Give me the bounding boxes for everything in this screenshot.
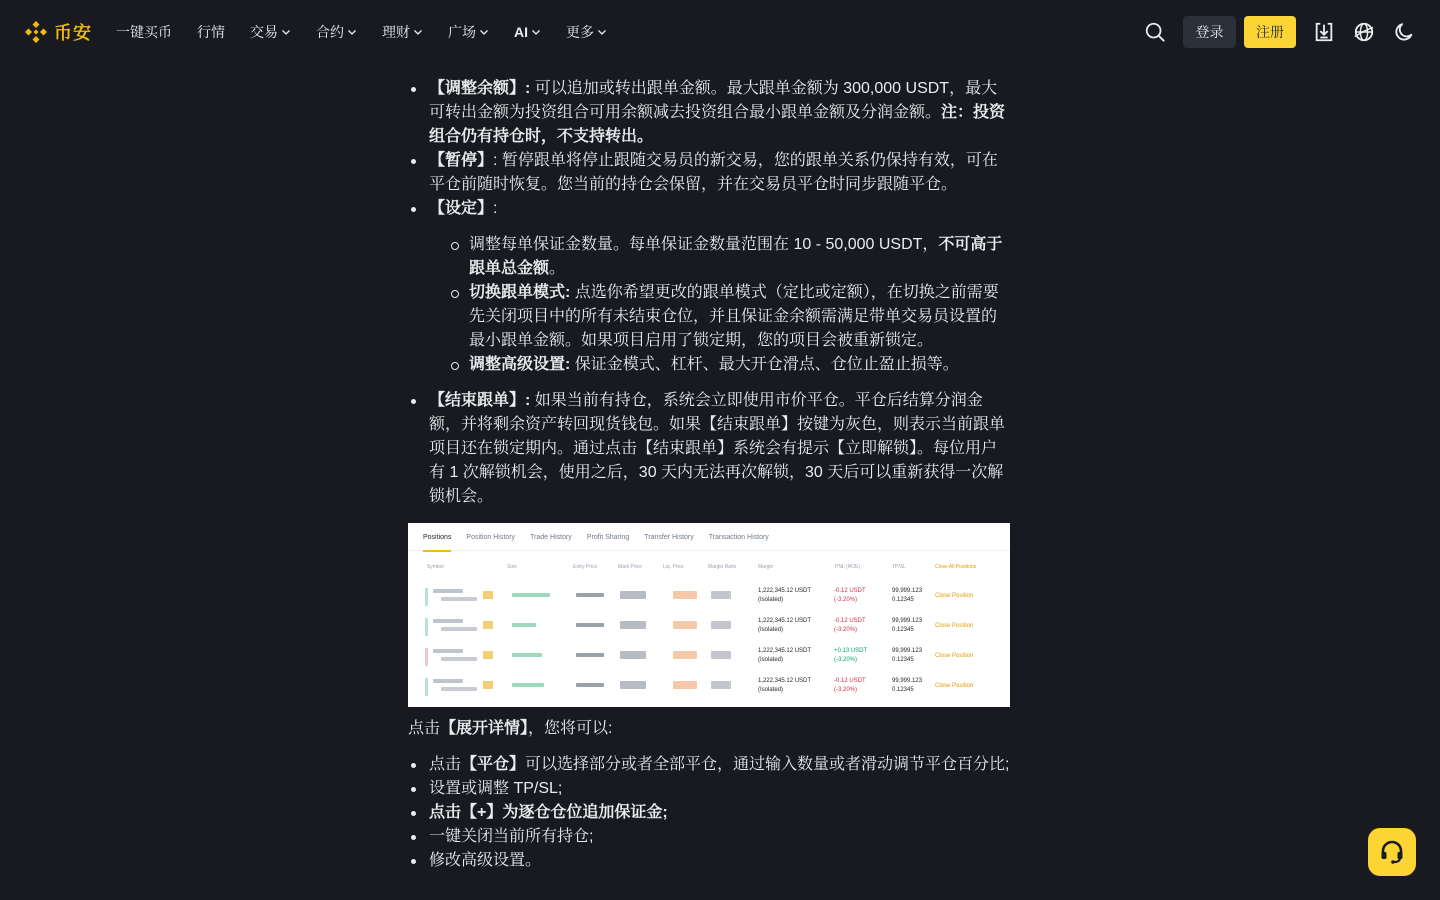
shot-table-row: [408, 671, 1010, 701]
list-item-pause: [408, 149, 1012, 197]
blurred-symbol: [441, 687, 477, 691]
blurred-symbol: [433, 649, 463, 653]
shot-tab-position-history: Position History: [466, 534, 516, 541]
nav-buy-crypto[interactable]: [116, 22, 172, 42]
blurred-size: [512, 593, 550, 597]
roe-value: (-3.20%): [834, 687, 858, 693]
col-size: Size: [507, 564, 517, 570]
blurred-entry: [576, 593, 604, 597]
row-side-marker: [425, 618, 428, 636]
sub-item-lead: 调整高级设置:: [469, 356, 571, 373]
list-item-adjust-balance: [408, 77, 1012, 149]
col-liq-price: Liq. Price: [663, 564, 684, 570]
item-note: 注：投资组合仍有持仓时，不支持转出。: [429, 104, 1006, 145]
sub-item-lead: 切换跟单模式:: [469, 284, 571, 301]
chevron-down-icon: [281, 27, 291, 37]
margin-value: 1,222,345.12 USDT: [758, 588, 812, 594]
blurred-liq: [673, 621, 697, 629]
roe-value: (-3.20%): [834, 627, 858, 633]
sl-value: 0.12345: [892, 597, 914, 603]
shot-tab-transfer-history: Transfer History: [644, 534, 694, 541]
blurred-symbol: [433, 589, 463, 593]
blurred-leverage: [483, 681, 493, 689]
row-side-marker: [425, 678, 428, 696]
sl-value: 0.12345: [892, 687, 914, 693]
list-item: [408, 849, 1012, 873]
login-button[interactable]: 登录: [1183, 16, 1236, 48]
item-title: 【设定】: [429, 200, 494, 217]
pnl-value: +0.13 USDT: [834, 648, 868, 654]
register-button[interactable]: 注册: [1244, 16, 1296, 48]
item-title: 【结束跟单】:: [429, 392, 531, 409]
chevron-down-icon: [479, 27, 489, 37]
col-symbol: Symbol: [427, 564, 444, 570]
blurred-symbol: [441, 627, 477, 631]
margin-value: 1,222,345.12 USDT: [758, 678, 812, 684]
nav-label: 广场: [448, 24, 476, 40]
blurred-symbol: [433, 679, 463, 683]
intro-post: ，您将可以:: [528, 720, 613, 737]
blurred-entry: [576, 653, 604, 657]
item-bold: 【平仓】: [461, 756, 526, 773]
blurred-size: [512, 653, 542, 657]
item-text: 可以追加或转出跟单金额。最大跟单金额为 300,000 USDT，最大可转出金额为投资组合可用余额减去投资组合最小跟单金额及分润金额。: [429, 80, 998, 121]
nav-futures[interactable]: [316, 22, 357, 42]
nav-earn[interactable]: [382, 22, 423, 42]
nav-label: 行情: [197, 24, 225, 40]
item-text: 如果当前有持仓，系统会立即使用市价平仓。平仓后结算分润金额，并将剩余资产转回现货钱包。如果【结束跟单】按键为灰色，则表示当前跟单项目还在锁定期内。通过点击【结束跟单】系统会有提示【立即解锁】。每位用户有 1 次解锁机会，使用之后，30 天内无法再次解锁，30 天后可以重新获得一次解锁机会。: [429, 392, 1006, 505]
roe-value: (-3.20%): [834, 597, 858, 603]
row-tpsl: [892, 581, 922, 611]
chevron-down-icon: [413, 27, 423, 37]
tp-value: 99,999.123: [892, 618, 923, 624]
nav-label: 理财: [382, 24, 410, 40]
brand-name: 币安: [54, 23, 92, 43]
blurred-ratio: [711, 621, 731, 629]
nav-label: 更多: [566, 24, 594, 40]
blurred-symbol: [441, 657, 477, 661]
blurred-symbol: [441, 597, 477, 601]
sub-item-tail: 。: [549, 260, 566, 277]
item-pre: 设置或调整 TP/SL;: [429, 780, 563, 797]
theme-toggle[interactable]: [1392, 20, 1416, 44]
blurred-ratio: [711, 591, 731, 599]
top-navbar: [0, 0, 1440, 64]
nav-more[interactable]: [566, 22, 607, 42]
positions-screenshot: [408, 523, 1010, 707]
sub-item-text: 点选你希望更改的跟单模式（定比或定额），在切换之前需要先关闭项目中的所有未结束仓位，并且保证金余额需满足带单交易员设置的最小跟单金额。如果项目启用了锁定期，您的项目会被重新锁定。: [469, 284, 999, 349]
chevron-down-icon: [531, 27, 541, 37]
row-tpsl: [892, 611, 922, 641]
sl-value: 0.12345: [892, 657, 914, 663]
nav-label: 合约: [316, 24, 344, 40]
margin-mode: (Isolated): [758, 687, 784, 693]
blurred-mark: [620, 591, 646, 599]
row-pnl: [834, 581, 866, 611]
shot-tab-bar: [408, 523, 1010, 551]
blurred-ratio: [711, 681, 731, 689]
blurred-size: [512, 683, 544, 687]
nav-ai[interactable]: [514, 24, 541, 40]
download-button[interactable]: [1312, 20, 1336, 44]
expand-list: [408, 753, 1012, 873]
nav-trade[interactable]: [250, 22, 291, 42]
action-list: [408, 77, 1012, 509]
pnl-value: -0.12 USDT: [834, 618, 866, 624]
sub-item-text: 保证金模式、杠杆、最大开仓滑点、仓位止盈止损等。: [570, 356, 959, 373]
margin-mode: (Isolated): [758, 627, 784, 633]
item-pre: 修改高级设置。: [429, 852, 542, 869]
expand-intro: [408, 717, 1012, 741]
blurred-leverage: [483, 591, 493, 599]
col-mark-price: Mark Price: [618, 564, 642, 570]
row-tpsl: [892, 641, 922, 671]
shot-tab-trade-history: Trade History: [530, 534, 572, 541]
tp-value: 99,999.123: [892, 678, 923, 684]
download-icon: [1313, 21, 1335, 43]
blurred-symbol: [433, 619, 463, 623]
blurred-size: [512, 623, 536, 627]
binance-diamond-icon: [24, 20, 48, 44]
main-nav: [116, 22, 632, 42]
tp-value: 99,999.123: [892, 588, 923, 594]
blurred-leverage: [483, 621, 493, 629]
row-tpsl: [892, 671, 922, 701]
row-margin: [758, 641, 811, 671]
tp-value: 99,999.123: [892, 648, 923, 654]
col-margin: Margin: [758, 564, 774, 570]
list-item: [408, 801, 1012, 825]
row-side-marker: [425, 588, 428, 606]
row-side-marker: [425, 648, 428, 666]
blurred-mark: [620, 651, 646, 659]
sub-item-bold: 不可高于跟单总金额: [469, 236, 1003, 277]
list-item: [408, 825, 1012, 849]
language-button[interactable]: [1352, 20, 1376, 44]
header-actions: [1143, 0, 1416, 64]
nav-label: AI: [514, 24, 528, 40]
blurred-entry: [576, 623, 604, 627]
margin-value: 1,222,345.12 USDT: [758, 618, 812, 624]
nav-markets[interactable]: [197, 22, 225, 42]
shot-table-row: [408, 581, 1010, 611]
intro-bold: 【展开详情】: [440, 720, 529, 737]
nav-label: 交易: [250, 24, 278, 40]
col-entry-price: Entry Price: [573, 564, 598, 570]
blurred-liq: [673, 681, 697, 689]
margin-value: 1,222,345.12 USDT: [758, 648, 812, 654]
row-margin: [758, 671, 811, 701]
headset-icon: [1378, 838, 1406, 866]
row-pnl: [834, 671, 866, 701]
row-pnl: [834, 611, 866, 641]
item-title: 【暂停】: [429, 152, 494, 169]
row-pnl: [834, 641, 867, 671]
chevron-down-icon: [597, 27, 607, 37]
close-position-link: Close Position: [935, 652, 974, 659]
settings-sublist: [449, 233, 1012, 377]
sub-item-advanced: [449, 353, 1012, 377]
item-pre: 一键关闭当前所有持仓;: [429, 828, 594, 845]
support-chat-button[interactable]: [1368, 828, 1416, 876]
blurred-entry: [576, 683, 604, 687]
shot-table-row: [408, 611, 1010, 641]
col-close-all: Close All Positions: [935, 564, 977, 570]
item-bold: 点击【+】为逐仓仓位追加保证金;: [429, 804, 668, 821]
col-pnl: PNL (ROE): [835, 564, 861, 570]
article-body: [408, 77, 1012, 873]
blurred-leverage: [483, 651, 493, 659]
intro-pre: 点击: [408, 720, 441, 737]
margin-mode: (Isolated): [758, 597, 784, 603]
item-text: : 暂停跟单将停止跟随交易员的新交易，您的跟单关系仍保持有效，可在平仓前随时恢复。您当前的持仓会保留，并在交易员平仓时同步跟随平仓。: [429, 152, 998, 193]
margin-mode: (Isolated): [758, 657, 784, 663]
nav-square[interactable]: [448, 22, 489, 42]
close-position-link: Close Position: [935, 682, 974, 689]
shot-tab-transaction-history: Transaction History: [708, 534, 769, 541]
list-item: [408, 777, 1012, 801]
sl-value: 0.12345: [892, 627, 914, 633]
list-item-settings: [408, 197, 1012, 377]
blurred-liq: [673, 651, 697, 659]
blurred-liq: [673, 591, 697, 599]
col-tpsl: TP/SL: [892, 564, 906, 570]
col-margin-ratio: Margin Ratio: [708, 564, 737, 570]
sub-item-switch-mode: [449, 281, 1012, 353]
binance-logo[interactable]: [24, 19, 92, 45]
search-icon: [1144, 21, 1166, 43]
close-position-link: Close Position: [935, 622, 974, 629]
roe-value: (-3.20%): [834, 657, 858, 663]
list-item-end-copy: [408, 389, 1012, 509]
nav-label: 一键买币: [116, 24, 172, 40]
blurred-mark: [620, 681, 646, 689]
item-title: 【调整余额】:: [429, 80, 531, 97]
row-margin: [758, 581, 811, 611]
chevron-down-icon: [347, 27, 357, 37]
item-post: 可以选择部分或者全部平仓，通过输入数量或者滑动调节平仓百分比;: [525, 756, 1010, 773]
globe-icon: [1353, 21, 1375, 43]
row-margin: [758, 611, 811, 641]
search-button[interactable]: [1143, 20, 1167, 44]
item-pre: 点击: [429, 756, 462, 773]
list-item: [408, 753, 1012, 777]
sub-item-margin-per-order: [449, 233, 1012, 281]
pnl-value: -0.12 USDT: [834, 588, 866, 594]
moon-icon: [1393, 21, 1415, 43]
sub-item-text: 调整每单保证金数量。每单保证金数量范围在 10 - 50,000 USDT，: [469, 236, 939, 253]
item-text: :: [493, 200, 498, 217]
shot-table-header: [408, 551, 1010, 581]
close-position-link: Close Position: [935, 592, 974, 599]
pnl-value: -0.12 USDT: [834, 678, 866, 684]
shot-tab-positions: Positions: [423, 533, 451, 551]
shot-table-row: [408, 641, 1010, 671]
blurred-ratio: [711, 651, 731, 659]
blurred-mark: [620, 621, 646, 629]
shot-tab-profit-sharing: Profit Sharing: [586, 534, 630, 541]
